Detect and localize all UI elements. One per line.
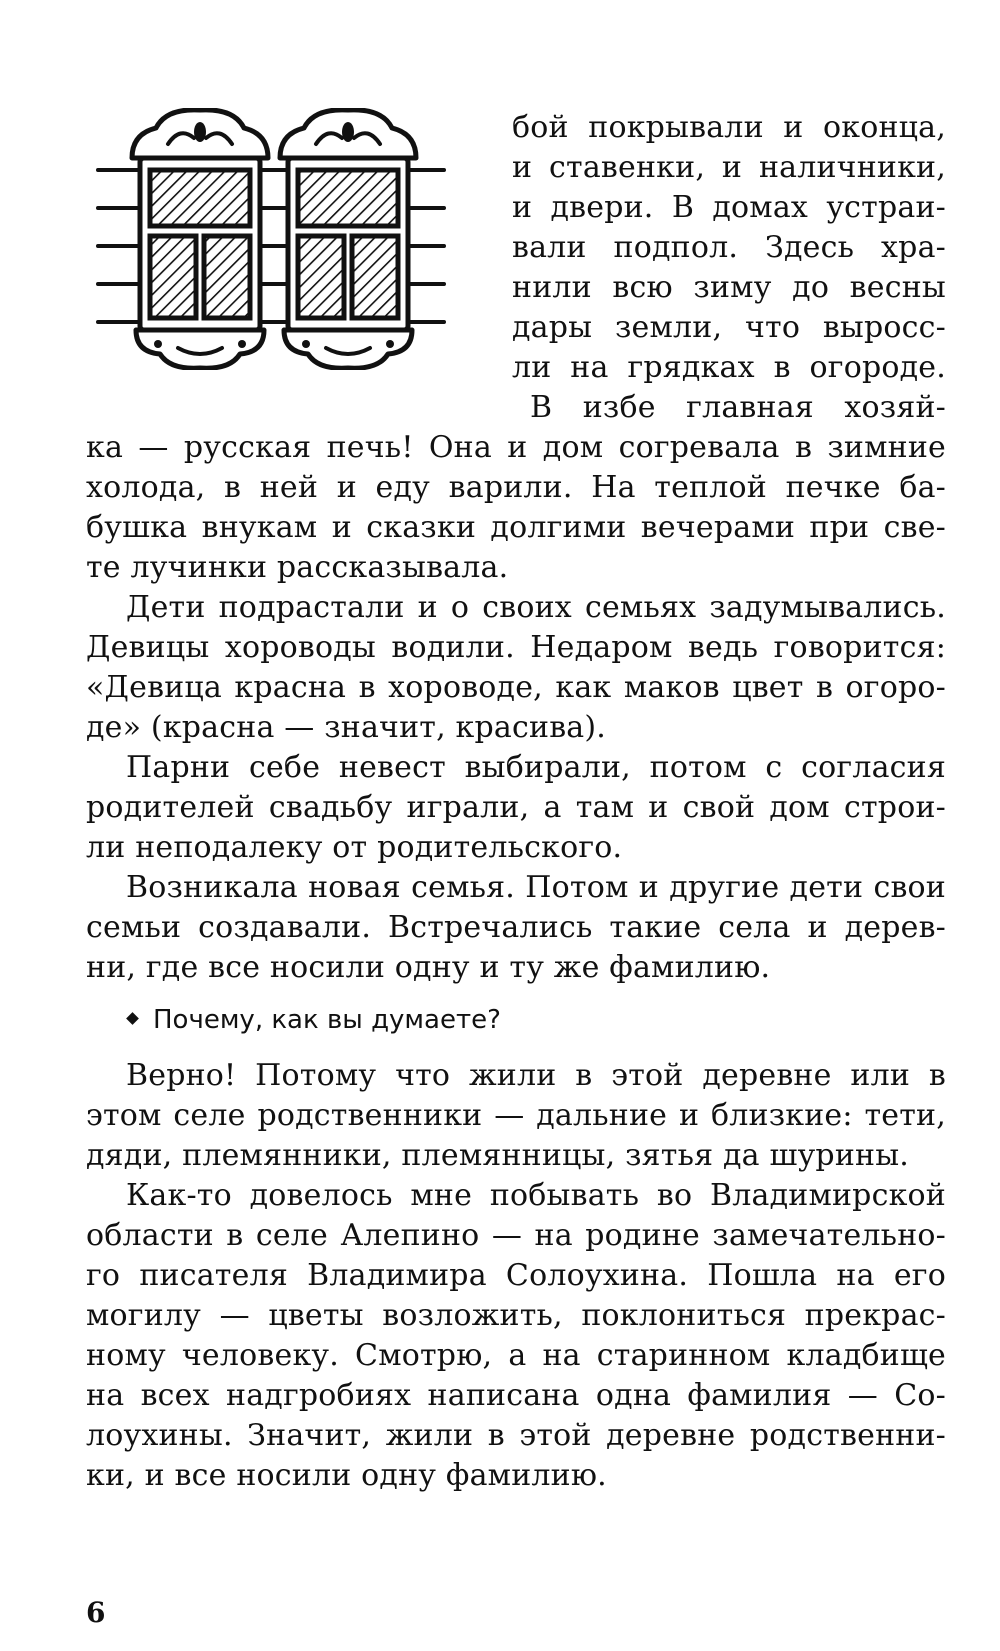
text-line: Верно! Потому что жили в этой деревне или в [126, 1058, 946, 1093]
text-line: «Девица красна в хороводе, как маков цвет в огоро- [86, 670, 946, 705]
text-line: вали подпол. Здесь хра- [512, 230, 946, 265]
text-line: области в селе Алепино — на родине замечательно- [86, 1218, 946, 1253]
text-line: дяди, племянники, племянницы, зятья да шурины. [86, 1138, 910, 1173]
text-line: ни, где все носили одну и ту же фамилию. [86, 950, 771, 985]
text-line: холода, в ней и еду варили. На теплой печке ба- [86, 470, 946, 505]
text-line: Дети подрастали и о своих семьях задумывались. [126, 590, 946, 625]
text-line: го писателя Владимира Солоухина. Пошла на его [86, 1258, 946, 1293]
text-line: Возникала новая семья. Потом и другие дети свои [126, 870, 946, 905]
text-line: родителей свадьбу играли, а там и свой дом строи- [86, 790, 946, 825]
text-line: и двери. В домах устраи- [512, 190, 946, 225]
text-line: и ставенки, и наличники, [512, 150, 946, 185]
text-line: Как-то довелось мне побывать во Владимирской [126, 1178, 946, 1213]
question-text: Почему, как вы думаете? [153, 1005, 501, 1035]
text-line: бушка внукам и сказки долгими вечерами при све- [86, 510, 946, 545]
diamond-bullet-icon [126, 1012, 139, 1025]
text-line: В избе главная хозяй- [530, 390, 946, 425]
text-line: те лучинки рассказывала. [86, 550, 509, 585]
text-line: ли неподалеку от родительского. [86, 830, 623, 865]
paragraph-block-1 [86, 428, 946, 988]
text-line: могилу — цветы возложить, поклониться прекрас- [86, 1298, 946, 1333]
text-line: семьи создавали. Встречались такие села и дерев- [86, 910, 946, 945]
question-bullet [128, 1000, 501, 1040]
text-line: ному человеку. Смотрю, а на старинном кладбище [86, 1338, 946, 1373]
text-line: ка — русская печь! Она и дом согревала в зимние [86, 430, 946, 465]
text-line: Парни себе невест выбирали, потом с согласия [126, 750, 946, 785]
text-line: де» (красна — значит, красива). [86, 710, 607, 745]
text-line: нили всю зиму до весны [512, 270, 946, 305]
text-line: лоухины. Значит, жили в этой деревне родственни- [86, 1418, 946, 1453]
text-line: на всех надгробиях написана одна фамилия — Со- [86, 1378, 946, 1413]
page-number: 6 [86, 1596, 106, 1629]
text-line: Девицы хороводы водили. Недаром ведь говорится: [86, 630, 946, 665]
text-line: бой покрывали и оконца, [512, 110, 946, 145]
text-line: этом селе родственники — дальние и близкие: тети, [86, 1098, 946, 1133]
text-line: ли на грядках в огороде. [512, 350, 946, 385]
carved-window-frames-icon [96, 108, 448, 370]
wrapped-text-block [512, 108, 946, 428]
paragraph-block-2 [86, 1056, 946, 1496]
text-line: дары земли, что выросс- [512, 310, 946, 345]
text-line: ки, и все носили одну фамилию. [86, 1458, 607, 1493]
